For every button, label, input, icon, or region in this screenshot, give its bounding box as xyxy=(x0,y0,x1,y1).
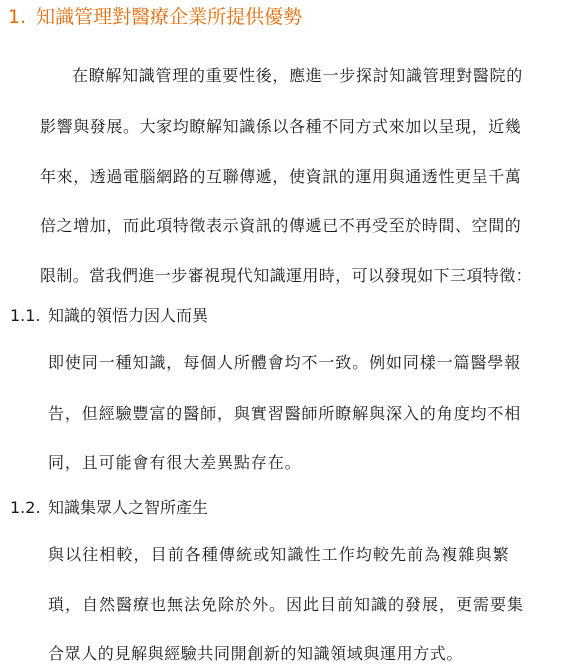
subsection-line: 合眾人的見解與經驗共同開創新的知識領域與運用方式。 xyxy=(48,644,464,663)
intro-line: 倍之增加，而此項特徵表示資訊的傳遞已不再受至於時間、空間的 xyxy=(40,216,522,235)
subsection-line: 與以往相較，目前各種傳統或知識性工作均較先前為複雜與繁 xyxy=(48,545,510,564)
intro-line: 年來，透過電腦網路的互聯傳遞，使資訊的運用與通透性更呈千萬 xyxy=(40,167,522,186)
intro-line: 限制。當我們進一步審視現代知識運用時，可以發現如下三項特徵： xyxy=(40,266,533,285)
subsection-title: 知識集眾人之智所產生 xyxy=(48,498,209,517)
subsection-title: 知識的領悟力因人而異 xyxy=(48,306,209,325)
section-heading xyxy=(8,4,302,30)
subsection-heading-1-1 xyxy=(10,306,208,326)
subsection-line: 同，且可能會有很大差異點存在。 xyxy=(48,453,302,472)
intro-line: 影響與發展。大家均瞭解知識係以各種不同方式來加以呈現，近幾 xyxy=(40,117,522,136)
subsection-number: 1.2. xyxy=(10,498,41,517)
subsection-number: 1.1. xyxy=(10,306,41,325)
subsection-line: 告，但經驗豐富的醫師，與實習醫師所瞭解與深入的角度均不相 xyxy=(48,404,522,423)
intro-line: 在瞭解知識管理的重要性後，應進一步探討知識管理對醫院的 xyxy=(72,66,523,85)
subsection-heading-1-2 xyxy=(10,498,208,518)
subsection-line: 瑣，自然醫療也無法免除於外。因此目前知識的發展，更需要集 xyxy=(48,595,525,614)
heading-number: 1. xyxy=(8,6,27,28)
heading-title: 知識管理對醫療企業所提供優勢 xyxy=(36,6,303,28)
subsection-line: 即使同一種知識，每個人所體會均不一致。例如同樣一篇醫學報 xyxy=(48,353,522,372)
